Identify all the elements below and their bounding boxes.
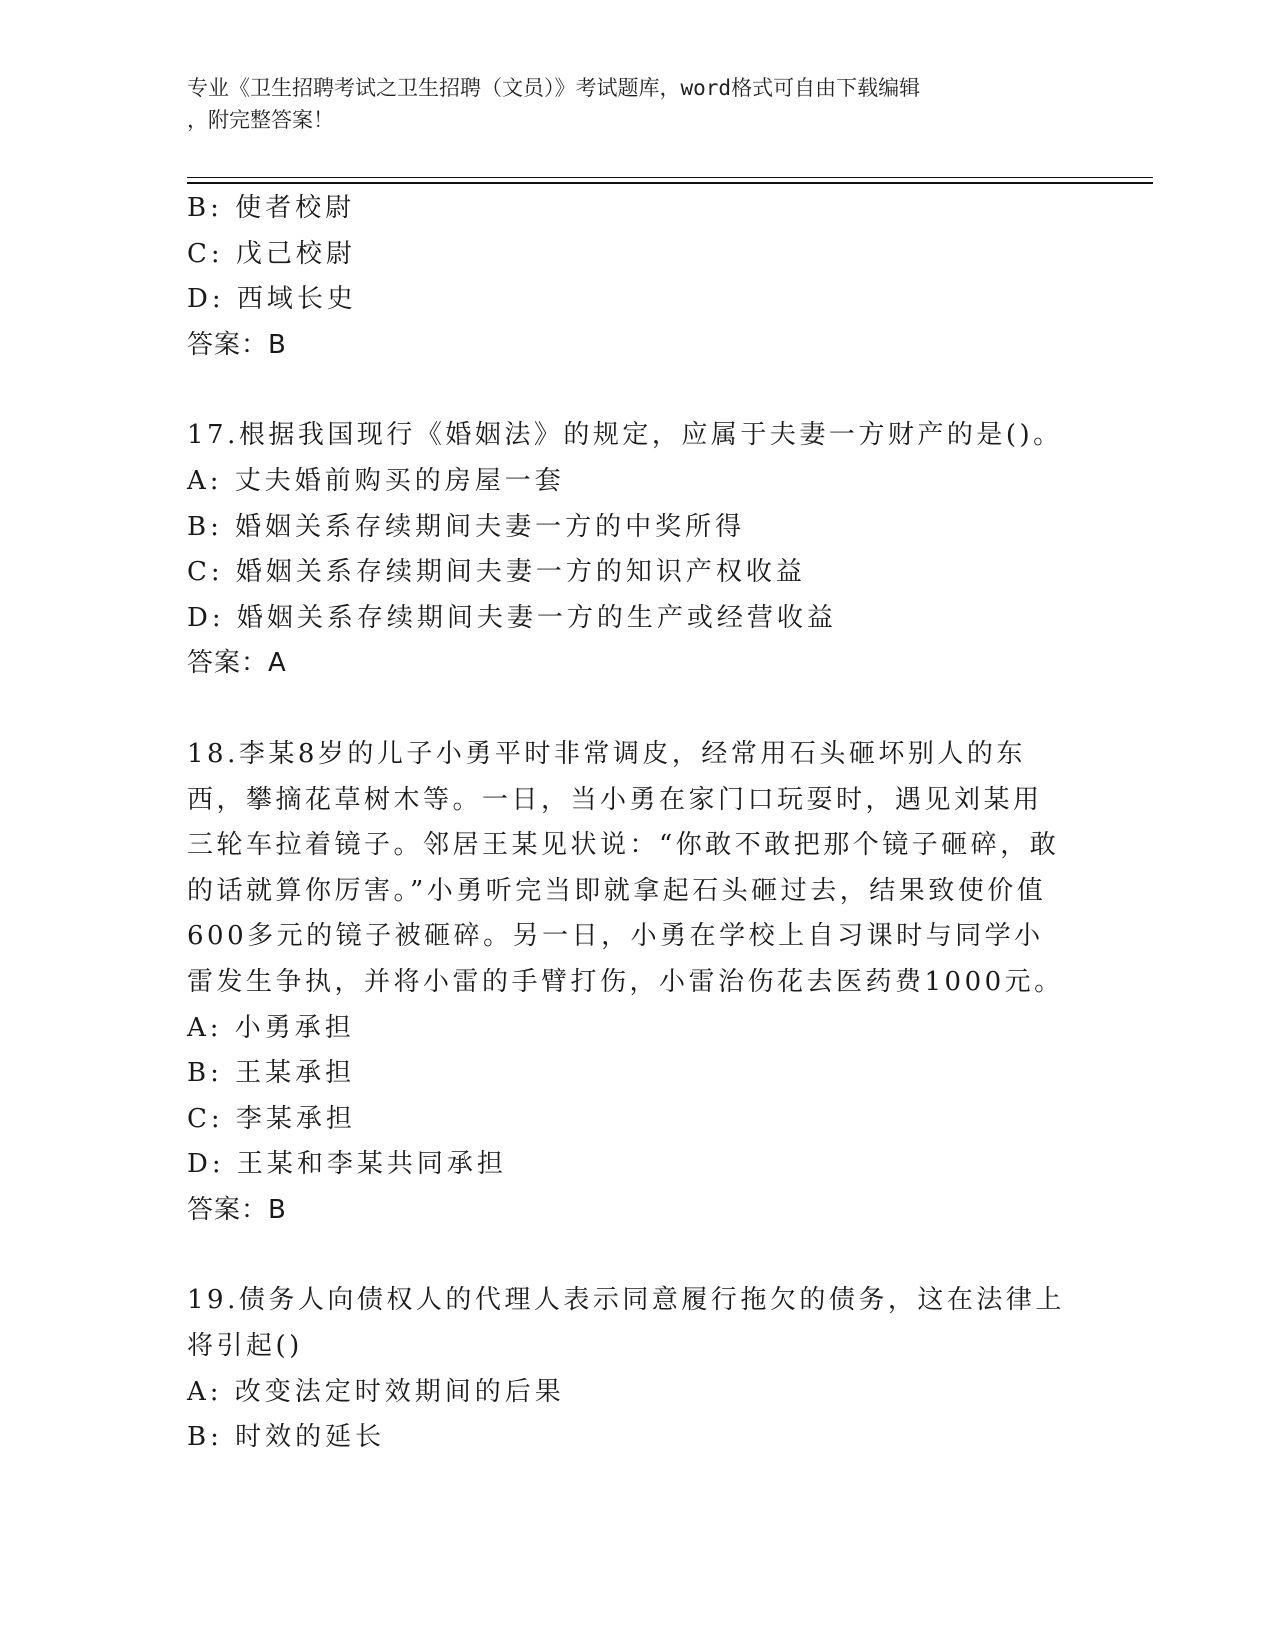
option-c: C: 李某承担 (187, 1103, 356, 1134)
question-stem: 17.根据我国现行《婚姻法》的规定，应属于夫妻一方财产的是()。 (187, 420, 1063, 451)
option-c: C: 戊己校尉 (187, 238, 356, 269)
answer: 答案：A (187, 648, 287, 679)
option-b: B: 王某承担 (187, 1058, 356, 1089)
header-divider-thick (187, 182, 1153, 184)
option-a: A: 小勇承担 (187, 1012, 355, 1043)
question-18 (187, 732, 1067, 1234)
question-16-continued (187, 186, 1067, 368)
option-b: B: 婚姻关系存续期间夫妻一方的中奖所得 (187, 511, 746, 542)
option-d: D: 西域长史 (187, 284, 357, 315)
question-19 (187, 1278, 1067, 1460)
header-divider-thin (187, 177, 1153, 178)
option-d: D: 王某和李某共同承担 (187, 1149, 507, 1180)
question-stem: 18.李某8岁的儿子小勇平时非常调皮，经常用石头砸坏别人的东西，攀摘花草树木等。一日，当小勇在家门口玩耍时，遇见刘某用三轮车拉着镜子。邻居王某见状说：“你敢不敢把那个镜子砸碎，敢的话就算你厉害。”小勇听完当即就拿起石头砸过去，结果致使价值600多元的镜子被砸碎。另一日，小勇在学校上自习课时与同学小雷发生争执，并将小雷的手臂打伤，小雷治伤花去医药费1000元。 (187, 738, 1064, 997)
document-header (187, 72, 1067, 136)
answer: 答案：B (187, 329, 287, 360)
option-a: A: 改变法定时效期间的后果 (187, 1376, 565, 1407)
option-b: B: 使者校尉 (187, 193, 356, 223)
option-c: C: 婚姻关系存续期间夫妻一方的知识产权收益 (187, 557, 806, 588)
question-stem: 19.债务人向债权人的代理人表示同意履行拖欠的债务，这在法律上将引起() (187, 1285, 1065, 1362)
option-d: D: 婚姻关系存续期间夫妻一方的生产或经营收益 (187, 602, 837, 633)
option-a: A: 丈夫婚前购买的房屋一套 (187, 465, 565, 496)
option-b: B: 时效的延长 (187, 1422, 386, 1453)
question-17 (187, 413, 1067, 687)
header-line-2: ，附完整答案！ (187, 108, 334, 132)
question-content (187, 186, 1067, 1461)
header-line-1: 专业《卫生招聘考试之卫生招聘（文员）》考试题库，word格式可自由下载编辑 (187, 76, 921, 100)
answer: 答案：B (187, 1194, 287, 1225)
